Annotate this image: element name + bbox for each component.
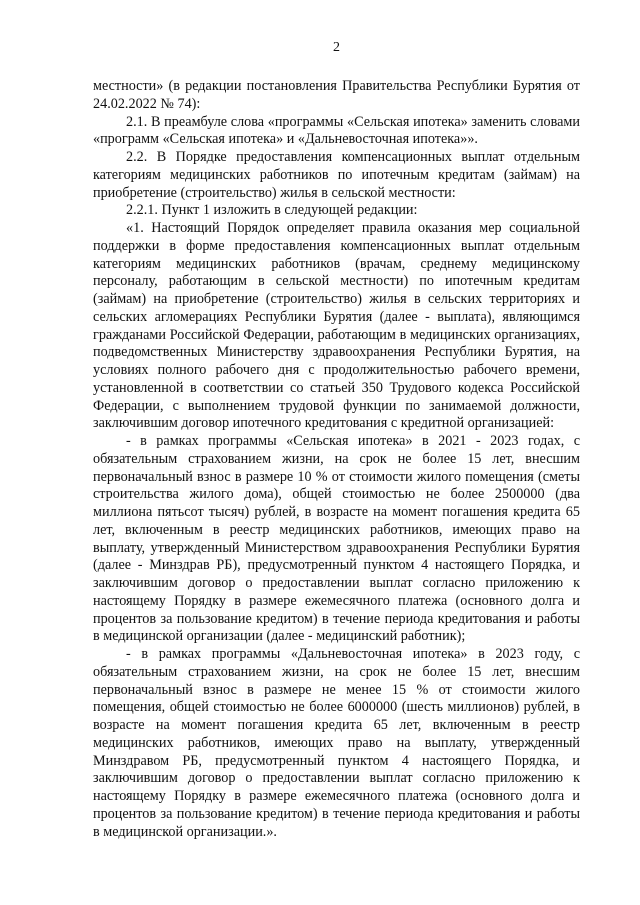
paragraph-2-2: 2.2. В Порядке предоставления компенсационных выплат отдельным категориям медицинских работников по ипотечным кредитам (займам) на приобретение (строительство) жилья в сельской местности: <box>93 149 580 201</box>
paragraph-2-1: 2.1. В преамбуле слова «программы «Сельская ипотека» заменить словами «программ «Сельская ипотека» и «Дальневосточная ипотека»». <box>93 113 580 148</box>
paragraph-rural-mortgage: - в рамках программы «Сельская ипотека» в 2021 - 2023 годах, с обязательным страхованием жизни, на срок не более 15 лет, внесшим первоначальный взнос в размере 10 % от стоимости жилого помещения (сметы строительства жилого дома), общей стоимостью не более 2500000 (два миллиона пятьсот тысяч) рублей, в возрасте на момент погашения кредита 65 лет, включенным в реестр медицинских работников, имеющих право на выплату, утвержденный Министерством здравоохранения Республики Бурятия (далее - Минздрав РБ), предусмотренный пунктом 4 настоящего Порядка, и заключившим договор о предоставлении выплат согласно приложению к настоящему Порядку в размере ежемесячного платежа (основного долга и процентов за пользование кредитом) в течение периода кредитования и работы в медицинской организации (далее - медицинский работник); <box>93 433 580 645</box>
document-body <box>93 78 580 841</box>
paragraph-continuation: местности» (в редакции постановления Правительства Республики Бурятия от 24.02.2022 № 74): <box>93 78 580 112</box>
paragraph-2-2-1: 2.2.1. Пункт 1 изложить в следующей редакции: <box>126 202 418 219</box>
page-number: 2 <box>333 40 340 55</box>
paragraph-far-east-mortgage: - в рамках программы «Дальневосточная ипотека» в 2023 году, с обязательным страхованием жизни, на срок не более 15 лет, внесшим первоначальный взнос в размере не менее 15 % от стоимости жилого помещения, общей стоимостью не более 6000000 (шесть миллионов) рублей, в возрасте на момент погашения кредита 65 лет, включенным в реестр медицинских работников, имеющих право на выплату, утвержденный Минздравом РБ, предусмотренный пунктом 4 настоящего Порядка, и заключившим договор о предоставлении выплат согласно приложению к настоящему Порядку в размере ежемесячного платежа (основного долга и процентов за пользование кредитом) в течение периода кредитования и работы в медицинской организации.». <box>93 646 580 840</box>
paragraph-point-1: «1. Настоящий Порядок определяет правила оказания мер социальной поддержки в форме предоставления компенсационных выплат отдельным категориям медицинских работников (врачам, среднему медицинскому персоналу, работающим в сельской местности) по ипотечным кредитам (займам) на приобретение (строительство) жилья в сельских территориях и сельских агломерациях Республики Бурятия (далее - выплата), являющимся гражданами Российской Федерации, работающим в медицинских организациях, подведомственных Министерству здравоохранения Республики Бурятия, на условиях полного рабочего дня с продолжительностью рабочего времени, установленной в соответствии со статьей 350 Трудового кодекса Российской Федерации, с выполнением трудовой функции по занимаемой должности, заключившим договор ипотечного кредитования с кредитной организацией: <box>93 220 580 432</box>
